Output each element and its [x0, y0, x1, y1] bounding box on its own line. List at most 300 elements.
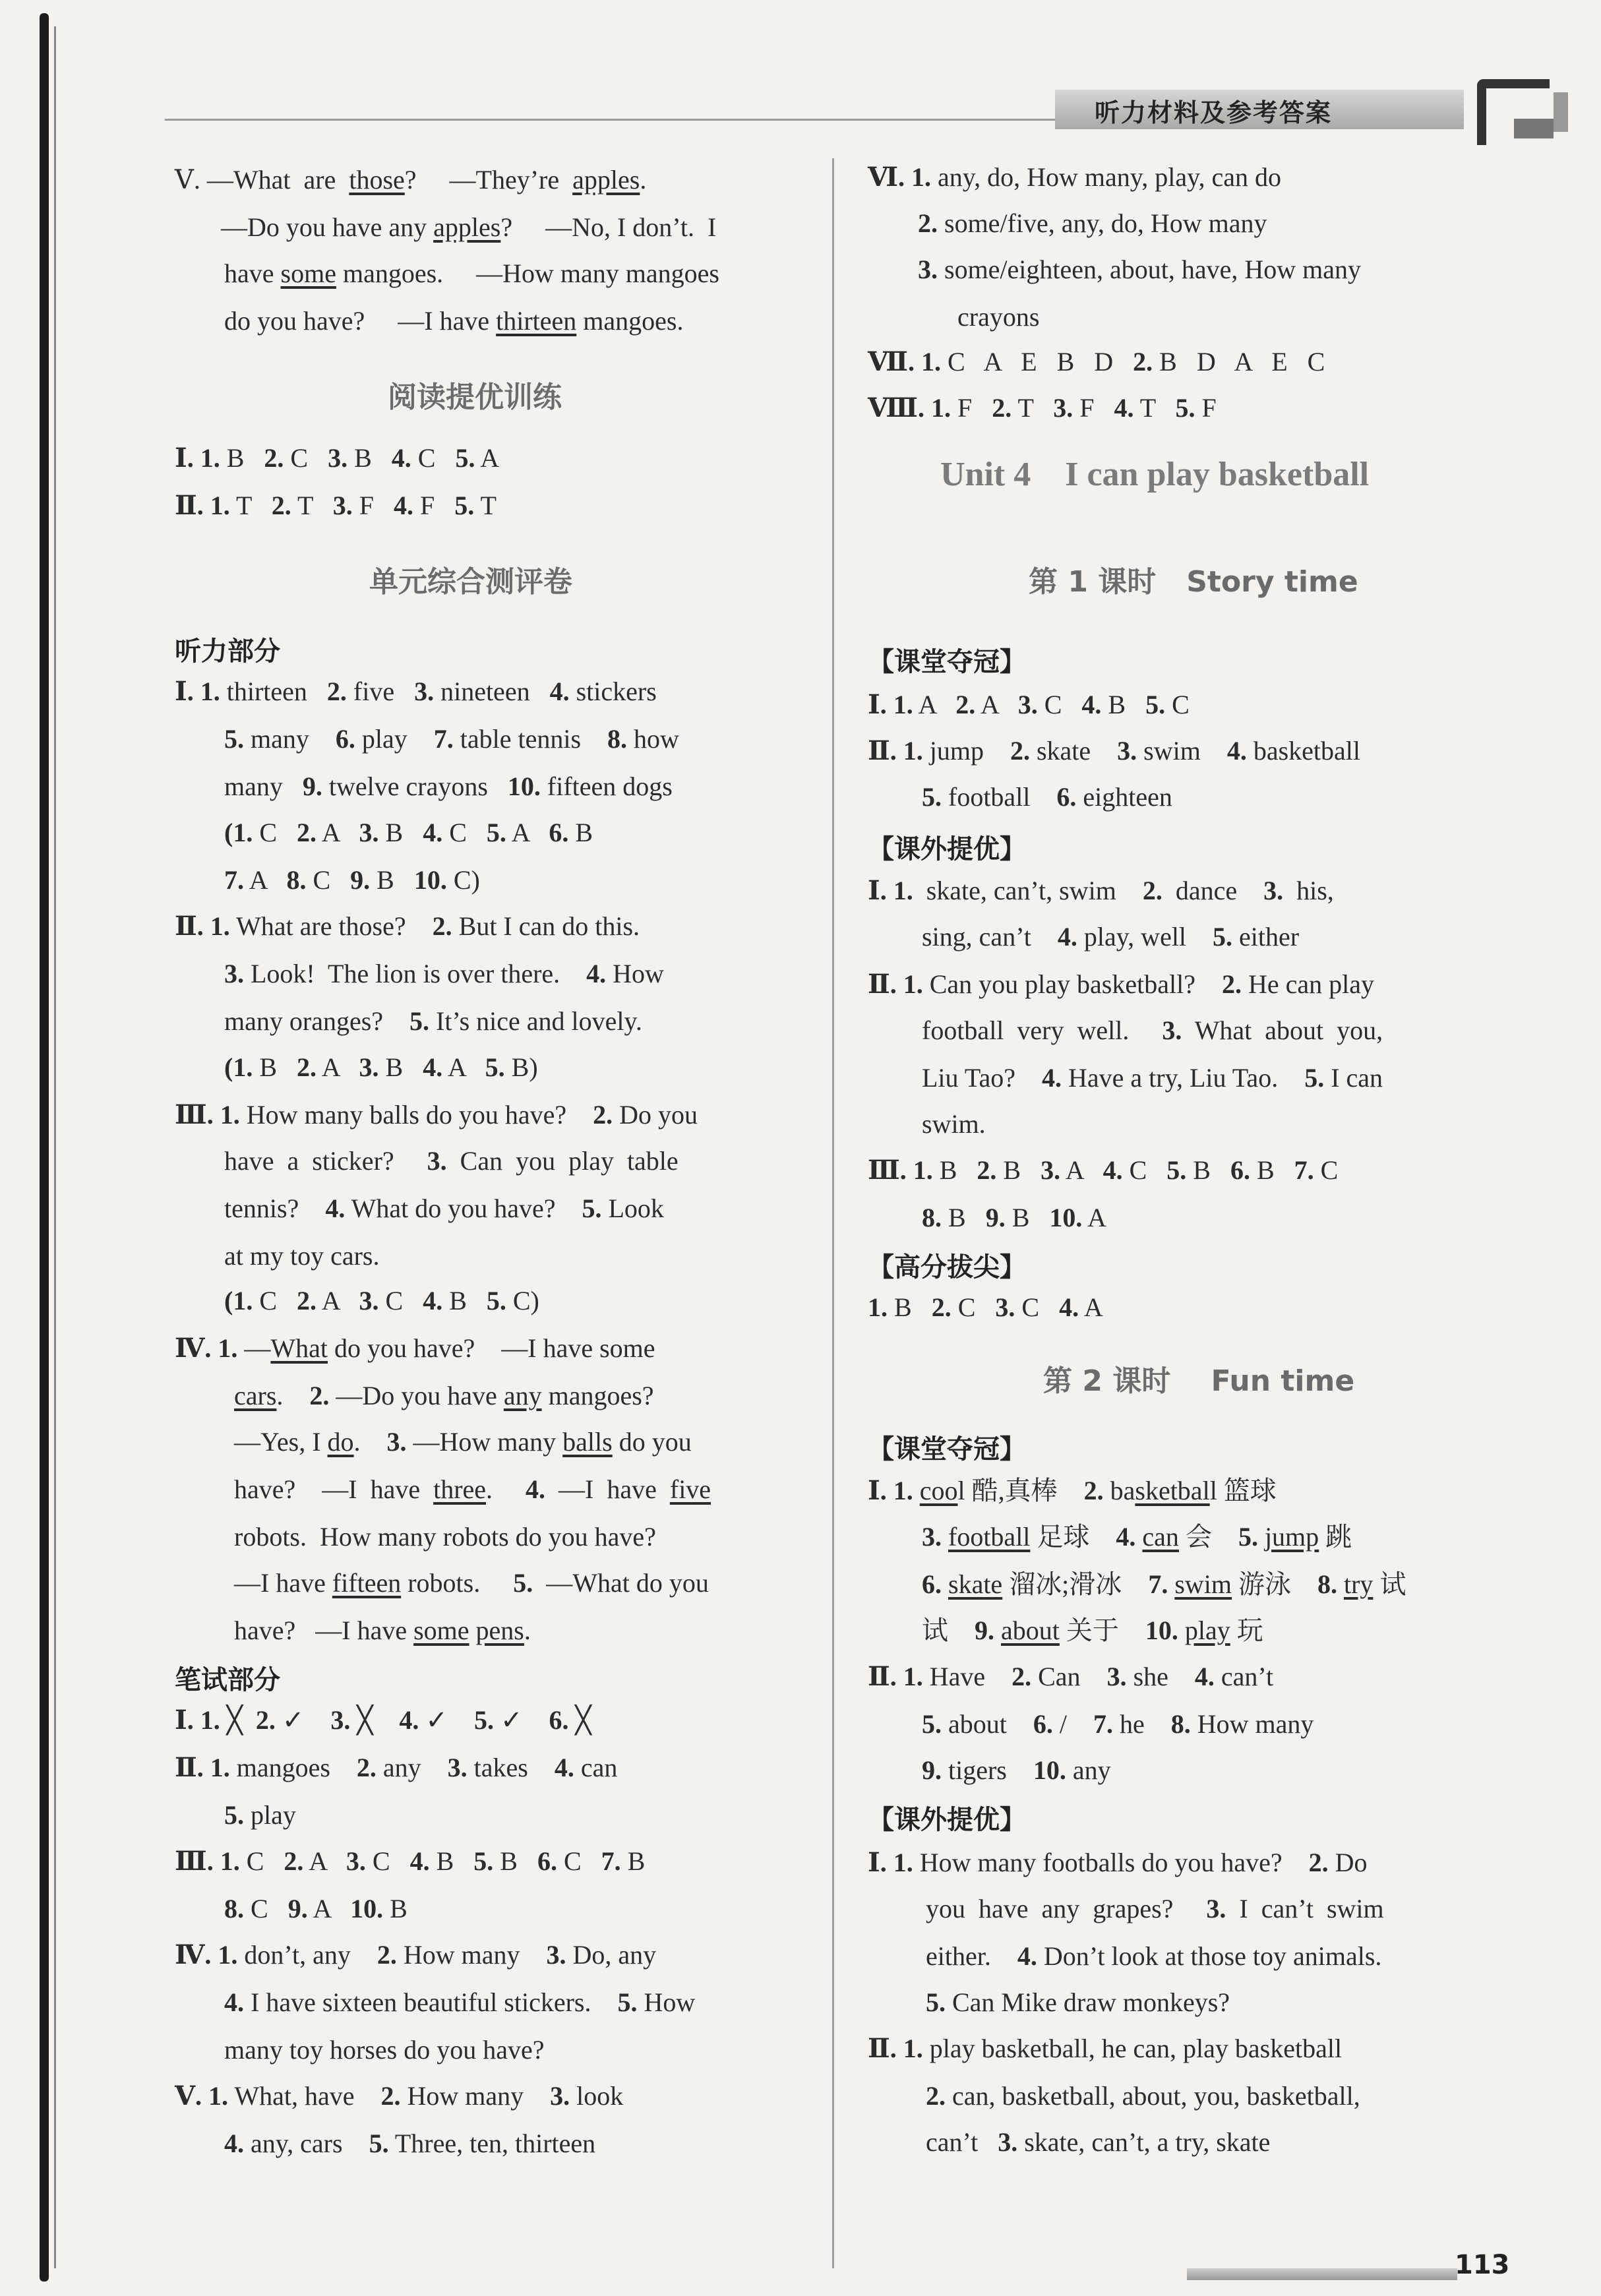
item-number: Ⅲ. 1.: [175, 1100, 240, 1130]
answer-text: —Yes, I: [234, 1427, 328, 1457]
item-number: 4.: [1114, 393, 1134, 423]
answer-text: tennis?: [224, 1193, 326, 1223]
answer-text: fifteen dogs: [540, 771, 673, 801]
answer-text: C: [411, 443, 456, 473]
underlined-answer: balls: [562, 1427, 613, 1457]
underlined-answer: jump: [1264, 1522, 1319, 1552]
item-number: 8.: [1170, 1709, 1191, 1739]
answer-text: 足球: [1030, 1522, 1116, 1552]
answer-text: F: [352, 491, 394, 520]
underlined-answer: pens: [475, 1616, 524, 1645]
answer-line: [868, 968, 1374, 1001]
answer-line: [175, 675, 657, 708]
item-number: 3.: [427, 1146, 447, 1176]
item-number: 6.: [1056, 782, 1077, 812]
section-heading: 第 2 课时 Fun time: [1043, 1364, 1355, 1398]
item-number: 5.: [1145, 690, 1166, 719]
answer-line: [868, 346, 1325, 378]
answer-text: .: [524, 1616, 531, 1645]
item-number: Ⅰ. 1.: [175, 1705, 220, 1735]
item-number: 2.: [380, 2081, 401, 2111]
underlined-answer: football: [948, 1522, 1031, 1552]
item-number: 4.: [399, 1705, 419, 1735]
answer-text: some/eighteen, about, have, How many: [938, 255, 1362, 284]
item-number: 3.: [918, 255, 938, 284]
item-number: 2.: [1221, 969, 1242, 999]
answer-text: A: [1082, 1203, 1107, 1232]
answer-text: A: [317, 1052, 359, 1082]
underlined-answer: play: [1184, 1616, 1230, 1645]
corner-block: [1514, 119, 1554, 138]
answer-text: robots. How many robots do you have?: [234, 1522, 656, 1552]
underlined-answer: those: [349, 165, 405, 195]
item-number: 7.: [1148, 1569, 1168, 1599]
item-number: Ⅱ. 1.: [868, 736, 923, 766]
answer-line: [868, 688, 1190, 721]
item-number: 5.: [617, 1987, 638, 2017]
answer-text: mangoes.: [576, 306, 684, 336]
item-number: 2.: [918, 208, 938, 238]
answer-text: —How many: [406, 1427, 563, 1457]
item-number: 3.: [1263, 876, 1284, 905]
answer-text: B: [253, 1052, 297, 1082]
answer-text: 试: [1373, 1569, 1406, 1599]
item-number: 3.: [346, 1846, 366, 1876]
answer-text: do you have? —I have: [224, 306, 497, 336]
answer-text: ✓: [419, 1705, 474, 1735]
answer-text: 会: [1178, 1522, 1238, 1552]
item-number: Ⅷ. 1.: [868, 393, 951, 423]
item-number: 4.: [1103, 1155, 1123, 1185]
answer-text: how: [627, 724, 679, 754]
answer-line: [224, 957, 664, 990]
item-number: 9.: [975, 1616, 994, 1645]
item-number: Ⅱ. 1.: [175, 911, 230, 941]
item-number: 2.: [326, 677, 347, 706]
answer-text: C: [442, 818, 487, 847]
answer-text: Do, any: [566, 1940, 657, 1970]
item-number: 5.: [1238, 1522, 1258, 1552]
item-number: 6.: [549, 818, 569, 847]
answer-text: I can: [1324, 1063, 1383, 1093]
answer-text: .: [486, 1474, 526, 1504]
answer-text: B: [442, 1286, 487, 1315]
underlined-answer: try: [1344, 1569, 1374, 1599]
answer-text: ✓: [275, 1705, 331, 1735]
answer-text: have a sticker?: [224, 1146, 427, 1176]
item-number: 6.: [1033, 1709, 1053, 1739]
answer-line: [234, 1567, 709, 1600]
answer-text: A: [317, 818, 359, 847]
answer-line: [175, 1704, 591, 1737]
item-number: 2.: [297, 818, 317, 847]
answer-text: A: [317, 1286, 359, 1315]
answer-text: ba: [1103, 1476, 1135, 1505]
answer-line: [922, 781, 1172, 814]
answer-text: any: [376, 1753, 448, 1782]
answer-line: [224, 1005, 642, 1038]
item-number: (1.: [224, 1052, 253, 1082]
answer-text: eighteen: [1076, 782, 1172, 812]
item-number: 4.: [409, 1846, 430, 1876]
item-number: 3.: [995, 1292, 1015, 1322]
answer-text: football very well.: [922, 1015, 1163, 1045]
answer-text: swim: [1137, 736, 1227, 766]
answer-text: A: [244, 865, 287, 895]
answer-line: [922, 1201, 1106, 1234]
item-number: 5.: [922, 1709, 942, 1739]
answer-text: takes: [467, 1753, 555, 1782]
answer-text: about: [942, 1709, 1033, 1739]
item-number: 4.: [586, 959, 607, 988]
answer-line: [224, 1145, 679, 1178]
answer-text: C A E B D: [941, 347, 1133, 377]
answer-line: [868, 874, 1334, 907]
item-number: 9.: [287, 1894, 308, 1923]
book-spine: [40, 13, 49, 2281]
item-number: 3.: [447, 1753, 468, 1782]
answer-text: many oranges?: [224, 1006, 410, 1036]
answer-text: Three, ten, thirteen: [388, 2129, 596, 2158]
item-number: 6.: [1230, 1155, 1250, 1185]
answer-text: Do: [1328, 1848, 1368, 1877]
answer-text: C): [446, 865, 480, 895]
item-number: 7.: [1093, 1709, 1113, 1739]
item-number: 4.: [423, 1286, 443, 1315]
answer-text: Do you: [613, 1100, 698, 1130]
underlined-answer: five: [669, 1474, 711, 1504]
answer-text: his,: [1283, 876, 1334, 905]
answer-text: [1135, 1522, 1142, 1552]
answer-text: B: [370, 865, 414, 895]
answer-text: .: [353, 1427, 387, 1457]
answer-text: A: [1060, 1155, 1103, 1185]
answer-line: [918, 253, 1361, 286]
answer-line: [224, 305, 683, 338]
answer-text: mangoes: [229, 1753, 357, 1782]
item-number: 5.: [455, 443, 475, 473]
answer-text: .: [640, 165, 647, 195]
answer-text: l 酷,真棒: [957, 1476, 1084, 1505]
item-number: 4.: [549, 677, 570, 706]
item-number: Ⅲ. 1.: [868, 1155, 933, 1185]
answer-line: [224, 1192, 664, 1225]
answer-line: [224, 2034, 544, 2067]
answer-line: [918, 207, 1267, 240]
answer-line: [922, 1568, 1406, 1601]
answer-text: C: [239, 1846, 284, 1876]
item-number: Ⅳ. 1.: [175, 1940, 238, 1970]
item-number: 2.: [356, 1753, 377, 1782]
answer-text: B D A E C: [1153, 347, 1325, 377]
answer-text: C: [284, 443, 328, 473]
item-number: 4.: [1041, 1063, 1062, 1093]
answer-text: can: [574, 1753, 618, 1782]
item-number: 4.: [554, 1753, 574, 1782]
answer-text: Ⅴ. —What are: [175, 165, 349, 195]
answer-text: skate, can’t, a try, skate: [1017, 2127, 1271, 2157]
answer-line: [175, 442, 499, 475]
item-number: 5.: [224, 724, 244, 754]
item-number: 6.: [335, 724, 355, 754]
answer-text: A: [975, 690, 1018, 719]
answer-line: [224, 723, 679, 756]
item-number: 3.: [922, 1522, 942, 1552]
item-number: (1.: [224, 818, 253, 847]
item-number: 3.: [546, 1940, 566, 1970]
item-number: 10.: [1049, 1203, 1083, 1232]
underlined-answer: apples: [572, 165, 640, 195]
item-number: 3.: [359, 1286, 379, 1315]
page-number: 113: [1455, 2250, 1510, 2280]
item-number: 3.: [1017, 690, 1038, 719]
subsection-heading: 笔试部分: [175, 1665, 280, 1695]
answer-text: C: [365, 1846, 410, 1876]
item-number: 8.: [286, 865, 307, 895]
answer-text: What about you,: [1182, 1015, 1383, 1045]
answer-line: [868, 1660, 1273, 1693]
answer-text: How many: [1190, 1709, 1314, 1739]
answer-text: B: [1186, 1155, 1230, 1185]
item-number: 4.: [224, 1987, 244, 2017]
item-number: 9.: [350, 865, 371, 895]
corner-bar: [1554, 92, 1568, 132]
answer-text: B: [568, 818, 593, 847]
answer-text: B: [620, 1846, 646, 1876]
answer-text: [994, 1616, 1001, 1645]
underlined-answer: coo: [919, 1476, 958, 1505]
answer-text: C: [1314, 1155, 1339, 1185]
column-divider: [832, 158, 834, 2268]
subsection-heading: 【高分拔尖】: [868, 1252, 1026, 1283]
item-number: 6.: [537, 1846, 557, 1876]
answer-text: either.: [926, 1941, 1017, 1971]
answer-text: [1337, 1569, 1344, 1599]
item-number: 10.: [413, 865, 447, 895]
answer-text: B: [1005, 1203, 1050, 1232]
answer-line: [926, 2080, 1360, 2113]
answer-line: [922, 1614, 1263, 1647]
answer-line: [868, 735, 1360, 768]
answer-text: ╳: [350, 1705, 400, 1735]
answer-text: 关于: [1059, 1616, 1145, 1645]
answer-line: [234, 1614, 531, 1647]
answer-text: football: [942, 782, 1057, 812]
answer-text: thirteen: [220, 677, 327, 706]
answer-text: twelve crayons: [322, 771, 508, 801]
section-heading: 阅读提优训练: [388, 380, 562, 414]
answer-text: I have sixteen beautiful stickers.: [244, 1987, 618, 2017]
answer-text: B: [888, 1292, 932, 1322]
item-number: 8.: [922, 1203, 942, 1232]
underlined-answer: fifteen: [332, 1568, 402, 1598]
answer-line: [926, 1940, 1381, 1973]
item-number: Ⅰ. 1.: [175, 677, 220, 706]
unit-title: Unit 4 I can play basketball: [940, 456, 1370, 493]
answer-text: many: [224, 771, 303, 801]
answer-text: Can you play table: [446, 1146, 679, 1176]
item-number: 4.: [526, 1474, 546, 1504]
item-number: 5.: [473, 1846, 494, 1876]
answer-text: any, do, How many, play, can do: [931, 162, 1281, 192]
answer-line: [224, 2127, 595, 2160]
answer-text: How many: [400, 2081, 551, 2111]
answer-text: B: [378, 1052, 423, 1082]
answer-text: [942, 1522, 948, 1552]
item-number: 4.: [1017, 1941, 1037, 1971]
item-number: 3.: [1053, 393, 1073, 423]
item-number: 5.: [486, 1286, 506, 1315]
item-number: 3.: [550, 2081, 570, 2111]
item-number: 3.: [224, 959, 244, 988]
item-number: 5.: [513, 1568, 533, 1598]
item-number: 2.: [264, 443, 284, 473]
answer-text: B: [932, 1155, 977, 1185]
underlined-answer: sketbal: [1135, 1476, 1210, 1505]
answer-text: mangoes?: [541, 1381, 654, 1410]
answer-text: C: [306, 865, 351, 895]
item-number: 2.: [1083, 1476, 1104, 1505]
answer-text: C: [253, 1286, 297, 1315]
answer-text: skate, can’t, swim: [913, 876, 1143, 905]
answer-text: C: [244, 1894, 288, 1923]
answer-line: [922, 1754, 1111, 1787]
answer-text: can’t: [926, 2127, 998, 2157]
answer-text: B: [383, 1894, 408, 1923]
answer-text: He can play: [1241, 969, 1374, 999]
underlined-answer: do: [327, 1427, 354, 1457]
answer-text: —What do you: [533, 1568, 709, 1598]
item-number: Ⅵ. 1.: [868, 162, 931, 192]
answer-text: have? —I have: [234, 1616, 414, 1645]
item-number: 5.: [1175, 393, 1195, 423]
answer-text: —I have: [545, 1474, 670, 1504]
answer-text: —: [237, 1333, 271, 1363]
answer-text: F: [1073, 393, 1114, 423]
item-number: 3.: [1162, 1015, 1182, 1045]
header-rule: [165, 119, 1055, 121]
subsection-heading: 【课外提优】: [868, 1805, 1026, 1835]
underlined-answer: some: [413, 1616, 469, 1645]
answer-text: C: [378, 1286, 423, 1315]
answer-text: play, well: [1077, 922, 1213, 952]
underlined-answer: some: [280, 258, 336, 288]
item-number: 5.: [1213, 922, 1233, 952]
answer-line: [224, 770, 673, 803]
underlined-answer: thirteen: [496, 306, 577, 336]
underlined-answer: any: [503, 1381, 542, 1410]
item-number: 5.: [473, 1705, 494, 1735]
item-number: 2.: [977, 1155, 997, 1185]
answer-line: [234, 1521, 656, 1554]
answer-text: How many balls do you have?: [239, 1100, 593, 1130]
item-number: 3.: [1041, 1155, 1061, 1185]
item-number: 6.: [922, 1569, 942, 1599]
answer-line: [868, 1291, 1103, 1324]
answer-line: [224, 1051, 538, 1084]
item-number: 5.: [454, 491, 475, 520]
item-number: 4.: [423, 818, 443, 847]
answer-line: [224, 864, 480, 897]
answer-text: [1258, 1522, 1265, 1552]
item-number: 5.: [1304, 1063, 1325, 1093]
answer-line: [175, 489, 497, 522]
answer-line: [922, 1108, 986, 1141]
answer-text: have? —I have: [234, 1474, 434, 1504]
item-number: 5.: [485, 1052, 505, 1082]
item-number: 2.: [1142, 876, 1163, 905]
answer-line: [922, 921, 1299, 953]
answer-text: What, have: [228, 2081, 381, 2111]
answer-text: T: [1012, 393, 1054, 423]
answer-text: [913, 1476, 920, 1505]
answer-text: B: [347, 443, 392, 473]
answer-text: have: [224, 258, 281, 288]
answer-text: F: [951, 393, 992, 423]
answer-line: [926, 2126, 1270, 2159]
answer-text: A: [913, 690, 956, 719]
answer-text: Have: [922, 1662, 1012, 1691]
answer-text: Liu Tao?: [922, 1063, 1042, 1093]
item-number: 3.: [414, 677, 435, 706]
answer-text: What do you have?: [345, 1193, 582, 1223]
item-number: 4.: [1059, 1292, 1079, 1322]
answer-line: [175, 1845, 645, 1878]
answer-text: ╳: [220, 1705, 256, 1735]
answer-line: [868, 161, 1281, 194]
item-number: 2.: [926, 2081, 946, 2111]
answer-text: 跳: [1319, 1522, 1352, 1552]
answer-line: [868, 1474, 1277, 1507]
answer-text: many toy horses do you have?: [224, 2035, 545, 2065]
underlined-answer: What: [270, 1333, 328, 1363]
answer-text: swim.: [922, 1109, 986, 1139]
item-number: 4.: [1081, 690, 1102, 719]
item-number: 2.: [284, 1846, 304, 1876]
answer-line: [234, 1426, 692, 1459]
answer-line: [224, 1240, 380, 1273]
answer-text: ? —No, I don’t. I: [500, 212, 717, 242]
answer-text: he: [1113, 1709, 1171, 1739]
answer-line: [175, 1939, 656, 1972]
answer-text: can, basketball, about, you, basketball,: [946, 2081, 1360, 2111]
item-number: 1.: [868, 1292, 888, 1322]
answer-line: [234, 1379, 654, 1412]
answer-text: C: [253, 818, 297, 847]
answer-text: B: [220, 443, 264, 473]
item-number: 2.: [309, 1381, 330, 1410]
answer-text: Look! The lion is over there.: [244, 959, 587, 988]
answer-text: robots.: [401, 1568, 514, 1598]
item-number: 2.: [377, 1940, 397, 1970]
answer-text: A: [303, 1846, 346, 1876]
item-number: 9.: [302, 771, 322, 801]
answer-text: C: [1015, 1292, 1060, 1322]
answer-text: five: [346, 677, 415, 706]
item-number: 2.: [1010, 736, 1030, 766]
answer-text: B): [504, 1052, 538, 1082]
item-number: 5.: [369, 2129, 389, 2158]
answer-text: /: [1052, 1709, 1093, 1739]
item-number: Ⅱ. 1.: [868, 2034, 923, 2063]
answer-text: she: [1126, 1662, 1195, 1691]
answer-line: [221, 211, 716, 244]
section-heading: 第 1 课时 Story time: [1029, 565, 1358, 599]
answer-line: [224, 257, 719, 290]
answer-text: tigers: [942, 1755, 1033, 1785]
item-number: 3.: [998, 2127, 1018, 2157]
item-number: Ⅰ. 1.: [868, 1476, 913, 1505]
